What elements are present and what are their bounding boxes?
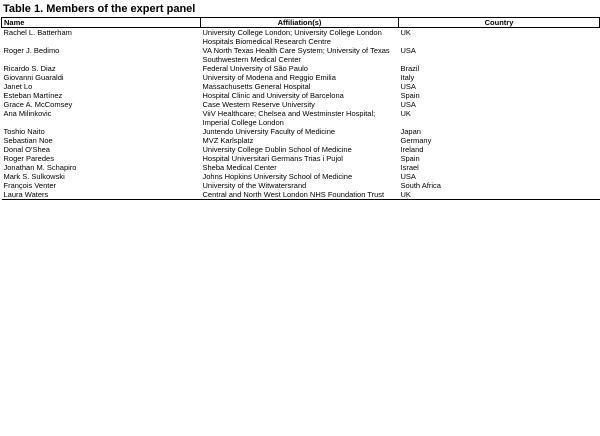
table-header-row <box>2 18 600 28</box>
affiliation-line: Johns Hopkins University School of Medicine <box>202 172 353 181</box>
affiliation-cell <box>201 181 399 190</box>
member-name-cell: Sebastian Noe <box>3 136 53 145</box>
affiliation-cell <box>201 154 399 163</box>
affiliation-line: University of the Witwatersrand <box>202 181 307 190</box>
affiliation-cell <box>201 46 399 64</box>
column-header-name: Name <box>2 18 201 28</box>
affiliation-line: Federal University of São Paulo <box>202 64 308 73</box>
member-name-cell: Laura Waters <box>2 190 201 200</box>
table-row <box>2 109 600 127</box>
member-name-cell: Janet Lo <box>3 82 33 91</box>
member-name-cell: Toshio Naito <box>3 127 45 136</box>
member-name-cell: Grace A. McComsey <box>3 100 73 109</box>
affiliation-line: Central and North West London NHS Foundation Trust <box>202 190 385 199</box>
affiliation-line: Hospitals Biomedical Research Centre <box>202 37 331 46</box>
affiliation-cell <box>201 28 399 47</box>
member-name-cell: Rachel L. Batterham <box>3 28 72 37</box>
column-header-country: Country <box>399 18 600 28</box>
country-cell: USA <box>400 82 416 91</box>
affiliation-cell <box>201 64 399 73</box>
member-name-cell: Ricardo S. Diaz <box>3 64 56 73</box>
table-row <box>2 190 600 200</box>
affiliation-cell <box>201 190 399 200</box>
table-title: Table 1. Members of the expert panel <box>3 3 196 15</box>
member-name-cell: Mark S. Sulkowski <box>3 172 65 181</box>
affiliation-line: Massachusetts General Hospital <box>202 82 311 91</box>
affiliation-cell <box>201 127 399 136</box>
table-row <box>2 172 600 181</box>
country-cell: Ireland <box>400 145 424 154</box>
affiliation-line: Sheba Medical Center <box>202 163 277 172</box>
country-cell: USA <box>400 100 416 109</box>
affiliation-line: University College Dublin School of Medicine <box>202 145 352 154</box>
affiliation-line: Hospital Universitari Germans Trias i Pujol <box>202 154 343 163</box>
column-header-affiliation: Affiliation(s) <box>201 18 399 28</box>
affiliation-line: ViiV Healthcare; Chelsea and Westminster Hospital; <box>202 109 376 118</box>
affiliation-cell <box>201 100 399 109</box>
affiliation-line: University College London; University College London <box>202 28 382 37</box>
affiliation-line: Hospital Clinic and University of Barcelona <box>202 91 344 100</box>
affiliation-cell <box>201 163 399 172</box>
country-cell: Spain <box>400 91 420 100</box>
affiliation-cell <box>201 73 399 82</box>
table-row <box>2 73 600 82</box>
country-cell: Japan <box>400 127 421 136</box>
table-row <box>2 91 600 100</box>
table-row <box>2 154 600 163</box>
table-row <box>2 163 600 172</box>
member-name-cell: François Venter <box>3 181 57 190</box>
member-name-cell: Donal O'Shea <box>3 145 50 154</box>
country-cell: Spain <box>400 154 420 163</box>
country-cell: South Africa <box>400 181 441 190</box>
country-cell: Germany <box>400 136 432 145</box>
affiliation-cell <box>201 109 399 127</box>
affiliation-cell <box>201 82 399 91</box>
country-cell: USA <box>400 172 416 181</box>
affiliation-cell <box>201 145 399 154</box>
table-row <box>2 181 600 190</box>
table-body <box>2 28 600 200</box>
table-row <box>2 145 600 154</box>
table-row <box>2 46 600 64</box>
member-name-cell: Roger Paredes <box>3 154 54 163</box>
table-row <box>2 100 600 109</box>
affiliation-line: VA North Texas Health Care System; University of Texas <box>202 46 390 55</box>
affiliation-line: Juntendo University Faculty of Medicine <box>202 127 336 136</box>
expert-panel-table <box>1 17 600 200</box>
affiliation-line: Imperial College London <box>202 118 284 127</box>
member-name-cell: Ana Milinkovic <box>3 109 52 118</box>
affiliation-cell <box>201 91 399 100</box>
country-cell: USA <box>400 46 416 55</box>
table-row <box>2 82 600 91</box>
country-cell: Italy <box>400 73 415 82</box>
country-cell: Brazil <box>400 64 420 73</box>
affiliation-cell <box>201 136 399 145</box>
affiliation-line: Case Western Reserve University <box>202 100 315 109</box>
country-cell: UK <box>400 109 411 118</box>
table-row <box>2 28 600 47</box>
member-name-cell: Roger J. Bedimo <box>3 46 60 55</box>
member-name-cell: Jonathan M. Schapiro <box>3 163 77 172</box>
member-name-cell: Giovanni Guaraldi <box>3 73 64 82</box>
table-row <box>2 64 600 73</box>
country-cell: Israel <box>400 163 419 172</box>
table-row <box>2 136 600 145</box>
member-name-cell: Esteban Martínez <box>3 91 63 100</box>
country-cell: UK <box>400 28 411 37</box>
affiliation-line: University of Modena and Reggio Emilia <box>202 73 336 82</box>
affiliation-cell <box>201 172 399 181</box>
country-cell: UK <box>399 190 600 200</box>
affiliation-line: Southwestern Medical Center <box>202 55 301 64</box>
affiliation-line: MVZ Karlsplatz <box>202 136 254 145</box>
table-row <box>2 127 600 136</box>
